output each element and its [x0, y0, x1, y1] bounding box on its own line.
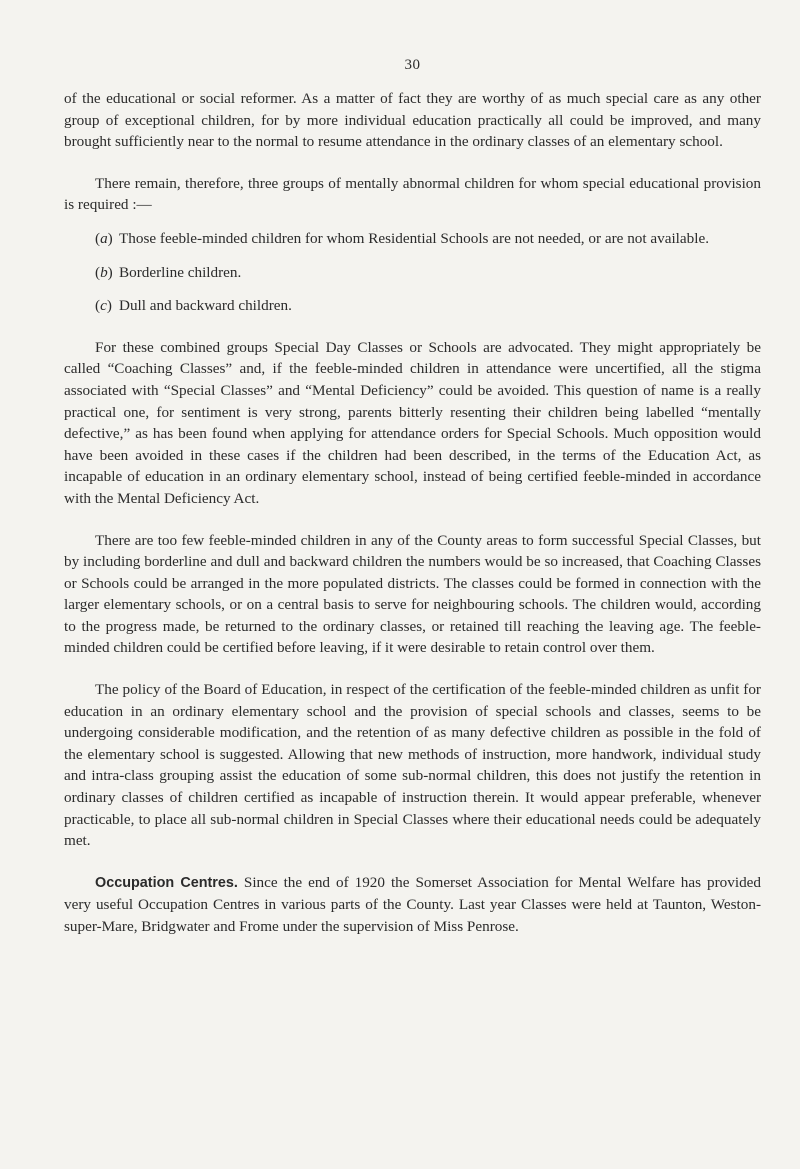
paragraph-three-groups: There remain, therefore, three groups of mentally abnormal children for whom special educational provision is required :— — [64, 174, 761, 214]
list-marker-b: (b) — [95, 263, 113, 281]
paragraph-county-areas: There are too few feeble-minded children in any of the County areas to form successful Special Classes, but by including borderline and dull and backward children the numbers would be so increased, that Coaching Classes or Schools could be arranged in the more populated districts. The classes could be formed in connection with the larger elementary schools, or on a central basis to serve for neighbouring schools. The children would, according to the progress made, be returned to the ordinary classes, or retained till reaching the leaving age. The feeble-minded children could be certified before leaving, if it were desirable to retain control over them. — [64, 531, 761, 657]
paragraph-occupation-centres — [64, 872, 761, 938]
list-item — [64, 262, 761, 284]
list-item — [64, 295, 761, 317]
list-marker-a: (a) — [95, 229, 113, 247]
paragraph-board-policy: The policy of the Board of Education, in respect of the certification of the feeble-minded children as unfit for education in an ordinary elementary school and the provision of special schools and classes, seems to be undergoing considerable modification, and the retention of as many defective children as possible in the fold of the elementary school is suggested. Allowing that new methods of instruction, more handwork, individual study and intra-class grouping assist the education of some sub-normal children, this does not justify the retention in ordinary classes of children certified as incapable of instruction therein. It would appear preferable, whenever practicable, to place all sub-normal children in Special Classes where their educational needs could be adequately met. — [64, 681, 761, 850]
paragraph-coaching-classes: For these combined groups Special Day Classes or Schools are advocated. They might appropriately be called “Coaching Classes” and, if the feeble-minded children in attendance were uncertified, all the stigma associated with “Special Classes” and “Mental Deficiency” could be avoided. This question of name is a really practical one, for sentiment is very strong, parents bitterly resenting their children being labelled “mentally defective,” as has been found when applying for attendance orders for Special Schools. Much opposition would have been avoided in these cases if the children had been described, in the terms of the Education Act, as incapable of education in an ordinary elementary school, instead of being certified feeble-minded in accordance with the Mental Deficiency Act. — [64, 338, 761, 507]
page-number: 30 — [404, 57, 421, 73]
section-heading: Occupation Centres. — [95, 874, 238, 891]
occupation-centres-text: Since the end of 1920 the Somerset Association for Mental Welfare has provided very useful Occupation Centres in various parts of the County. Last year Classes were held at Taunton, Weston-super-Mare, Bridgwater and Frome under the supervision of Miss Penrose. — [64, 873, 761, 935]
body-text — [64, 88, 761, 958]
paragraph-reformer: of the educational or social reformer. As a matter of fact they are worthy of as much special care as any other group of exceptional children, for by more individual education practically all could be improved, and many brought sufficiently near to the normal to resume attendance in the ordinary classes of an elementary school. — [64, 90, 761, 151]
list-item-text: Borderline children. — [119, 263, 242, 281]
list-marker-c: (c) — [95, 297, 112, 315]
groups-list — [64, 228, 761, 317]
list-item — [64, 228, 761, 250]
list-item-text: Dull and backward children. — [119, 297, 292, 315]
list-item-text: Those feeble-minded children for whom Residential Schools are not needed, or are not available. — [119, 229, 709, 247]
